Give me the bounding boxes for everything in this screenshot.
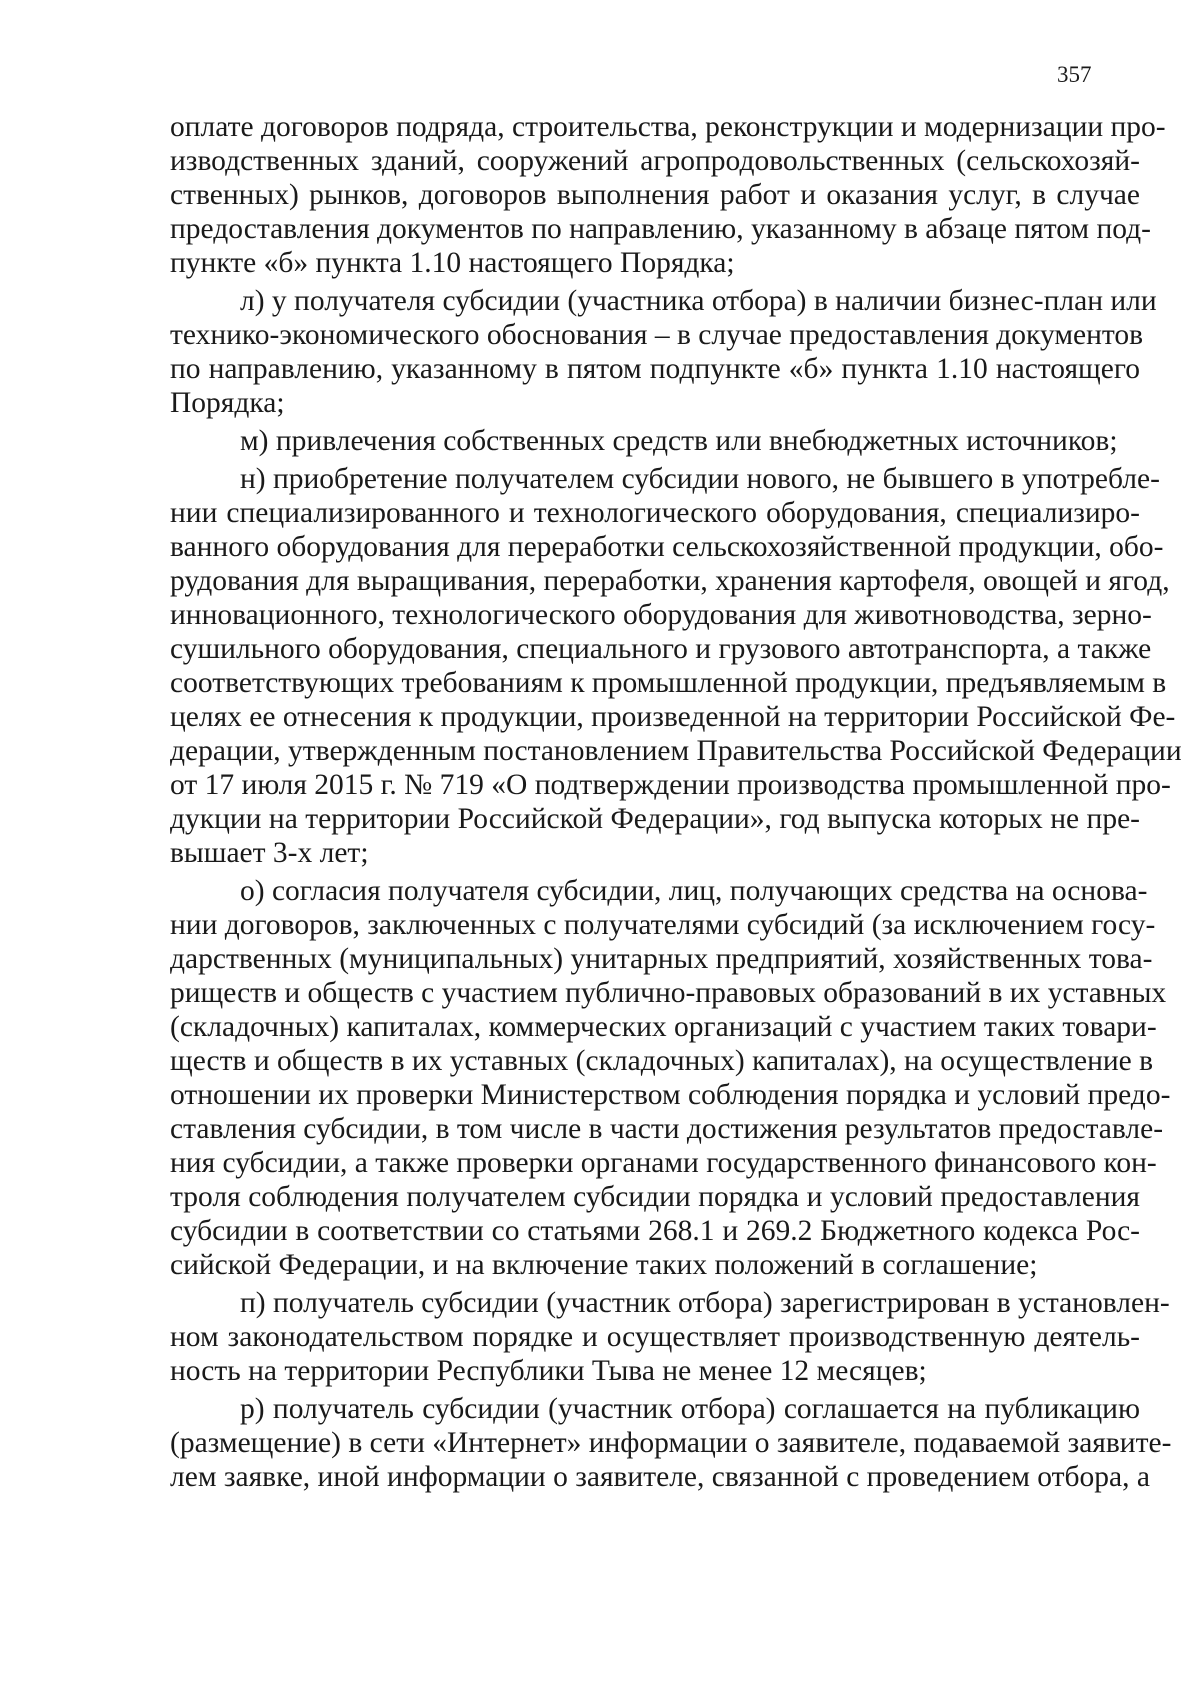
text-line: н) приобретение получателем субсидии нового, не бывшего в употребле- <box>240 463 1160 495</box>
paragraph-continuation <box>170 110 1166 280</box>
text-line: л) у получателя субсидии (участника отбора) в наличии бизнес-план или <box>240 285 1157 317</box>
text-line: отношении их проверки Министерством соблюдения порядка и условий предо- <box>170 1079 1171 1111</box>
text-line: нии специализированного и технологического оборудования, специализиро- <box>170 497 1140 529</box>
text-line: ность на территории Республики Тыва не менее 12 месяцев; <box>170 1355 927 1387</box>
text-line: м) привлечения собственных средств или внебюджетных источников; <box>240 425 1118 457</box>
text-line: п) получатель субсидии (участник отбора) зарегистрирован в установлен- <box>240 1287 1170 1319</box>
text-line: Порядка; <box>170 387 285 419</box>
paragraph-item-n <box>170 462 1182 870</box>
text-line: ственных) рынков, договоров выполнения работ и оказания услуг, в случае <box>170 179 1140 211</box>
text-line: целях ее отнесения к продукции, произведенной на территории Российской Фе- <box>170 701 1176 733</box>
paragraph-item-l <box>170 284 1157 420</box>
text-line: (складочных) капиталах, коммерческих организаций с участием таких товари- <box>170 1011 1157 1043</box>
text-line: дарственных (муниципальных) унитарных предприятий, хозяйственных това- <box>170 943 1153 975</box>
text-line: вышает 3-х лет; <box>170 837 369 869</box>
paragraph-item-p <box>170 1286 1170 1388</box>
text-line: нии договоров, заключенных с получателями субсидий (за исключением госу- <box>170 909 1156 941</box>
text-line: от 17 июля 2015 г. № 719 «О подтверждении производства промышленной про- <box>170 769 1171 801</box>
text-line: троля соблюдения получателем субсидии порядка и условий предоставления <box>170 1181 1140 1213</box>
text-line: риществ и обществ с участием публично-правовых образований в их уставных <box>170 977 1167 1009</box>
text-line: оплате договоров подряда, строительства, реконструкции и модернизации про- <box>170 111 1166 143</box>
text-line: ставления субсидии, в том числе в части достижения результатов предоставле- <box>170 1113 1164 1145</box>
page-number: 357 <box>1057 62 1092 87</box>
text-line: сушильного оборудования, специального и грузового автотранспорта, а также <box>170 633 1152 665</box>
text-line: рудования для выращивания, переработки, хранения картофеля, овощей и ягод, <box>170 565 1170 597</box>
text-line: ществ и обществ в их уставных (складочных) капиталах), на осуществление в <box>170 1045 1154 1077</box>
text-line: ния субсидии, а также проверки органами государственного финансового кон- <box>170 1147 1157 1179</box>
paragraph-item-r <box>170 1392 1172 1494</box>
text-line: соответствующих требованиям к промышленной продукции, предъявляемым в <box>170 667 1167 699</box>
text-line: ванного оборудования для переработки сельскохозяйственной продукции, обо- <box>170 531 1164 563</box>
paragraph-item-m <box>170 424 1140 458</box>
text-line: лем заявке, иной информации о заявителе, связанной с проведением отбора, а <box>170 1461 1150 1493</box>
text-line: сийской Федерации, и на включение таких положений в соглашение; <box>170 1249 1038 1281</box>
text-line: технико-экономического обоснования – в случае предоставления документов <box>170 319 1144 351</box>
document-body <box>170 110 1182 1494</box>
text-line: ном законодательством порядке и осуществляет производственную деятель- <box>170 1321 1140 1353</box>
text-line: о) согласия получателя субсидии, лиц, получающих средства на основа- <box>240 875 1148 907</box>
text-line: дерации, утвержденным постановлением Правительства Российской Федерации <box>170 735 1182 767</box>
text-line: пункте «б» пункта 1.10 настоящего Порядка; <box>170 247 735 279</box>
text-line: инновационного, технологического оборудования для животноводства, зерно- <box>170 599 1152 631</box>
text-line: по направлению, указанному в пятом подпункте «б» пункта 1.10 настоящего <box>170 353 1140 385</box>
text-line: р) получатель субсидии (участник отбора) соглашается на публикацию <box>240 1393 1140 1425</box>
text-line: (размещение) в сети «Интернет» информации о заявителе, подаваемой заявите- <box>170 1427 1172 1459</box>
text-line: дукции на территории Российской Федерации», год выпуска которых не пре- <box>170 803 1140 835</box>
paragraph-item-o <box>170 874 1171 1282</box>
text-line: субсидии в соответствии со статьями 268.1 и 269.2 Бюджетного кодекса Рос- <box>170 1215 1140 1247</box>
text-line: предоставления документов по направлению, указанному в абзаце пятом под- <box>170 213 1151 245</box>
text-line: изводственных зданий, сооружений агропродовольственных (сельскохозяй- <box>170 145 1140 177</box>
